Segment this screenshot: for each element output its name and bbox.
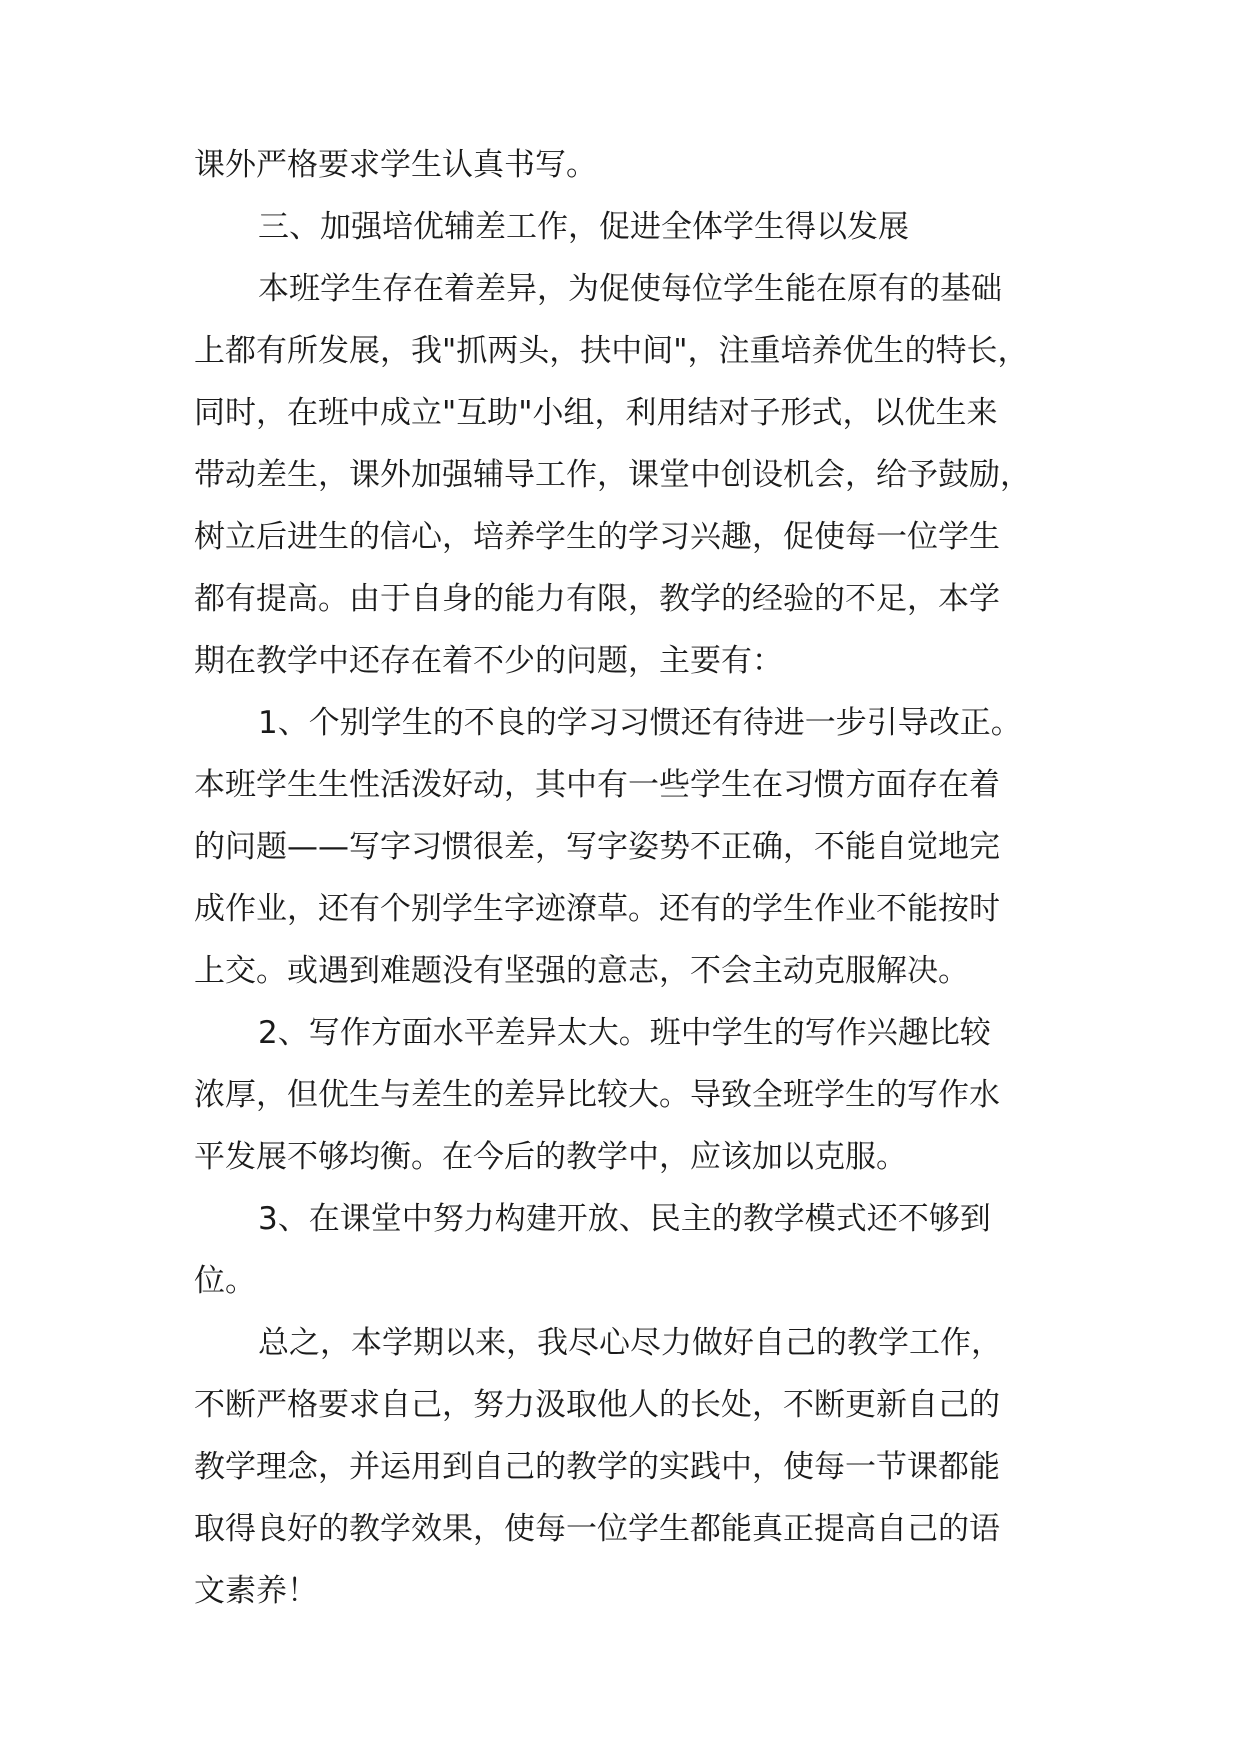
text-line: 浓厚，但优生与差生的差异比较大。导致全班学生的写作水 — [194, 1077, 1000, 1113]
text-line: 成作业，还有个别学生字迹潦草。还有的学生作业不能按时 — [194, 891, 1000, 927]
list-item-1: 1、个别学生的不良的学习习惯还有待进一步引导改正。 — [258, 705, 1022, 741]
text-line: 树立后进生的信心，培养学生的学习兴趣，促使每一位学生 — [194, 519, 1000, 555]
text-line: 文素养！ — [194, 1573, 318, 1609]
text-line: 本班学生存在着差异，为促使每位学生能在原有的基础 — [258, 271, 1002, 307]
text-line: 带动差生，课外加强辅导工作，课堂中创设机会，给予鼓励， — [194, 457, 1031, 493]
text-line: 本班学生生性活泼好动，其中有一些学生在习惯方面存在着 — [194, 767, 1000, 803]
text-line: 都有提高。由于自身的能力有限，教学的经验的不足，本学 — [194, 581, 1000, 617]
text-line: 期在教学中还存在着不少的问题，主要有： — [194, 643, 783, 679]
list-item-2: 2、写作方面水平差异太大。班中学生的写作兴趣比较 — [258, 1015, 991, 1051]
text-line: 上都有所发展，我"抓两头，扶中间"，注重培养优生的特长， — [194, 333, 1029, 369]
section-heading: 三、加强培优辅差工作，促进全体学生得以发展 — [258, 209, 909, 245]
text-line: 平发展不够均衡。在今后的教学中，应该加以克服。 — [194, 1139, 907, 1175]
text-line: 的问题——写字习惯很差，写字姿势不正确，不能自觉地完 — [194, 829, 1000, 865]
text-line: 上交。或遇到难题没有坚强的意志，不会主动克服解决。 — [194, 953, 969, 989]
text-line: 总之，本学期以来，我尽心尽力做好自己的教学工作， — [258, 1325, 1002, 1361]
text-line: 教学理念，并运用到自己的教学的实践中，使每一节课都能 — [194, 1449, 1000, 1485]
text-line: 取得良好的教学效果，使每一位学生都能真正提高自己的语 — [194, 1511, 1000, 1547]
text-line: 位。 — [194, 1263, 256, 1299]
text-line: 不断严格要求自己，努力汲取他人的长处，不断更新自己的 — [194, 1387, 1000, 1423]
list-item-3: 3、在课堂中努力构建开放、民主的教学模式还不够到 — [258, 1201, 991, 1237]
text-line: 同时，在班中成立"互助"小组，利用结对子形式，以优生来 — [194, 395, 998, 431]
text-line: 课外严格要求学生认真书写。 — [194, 147, 597, 183]
